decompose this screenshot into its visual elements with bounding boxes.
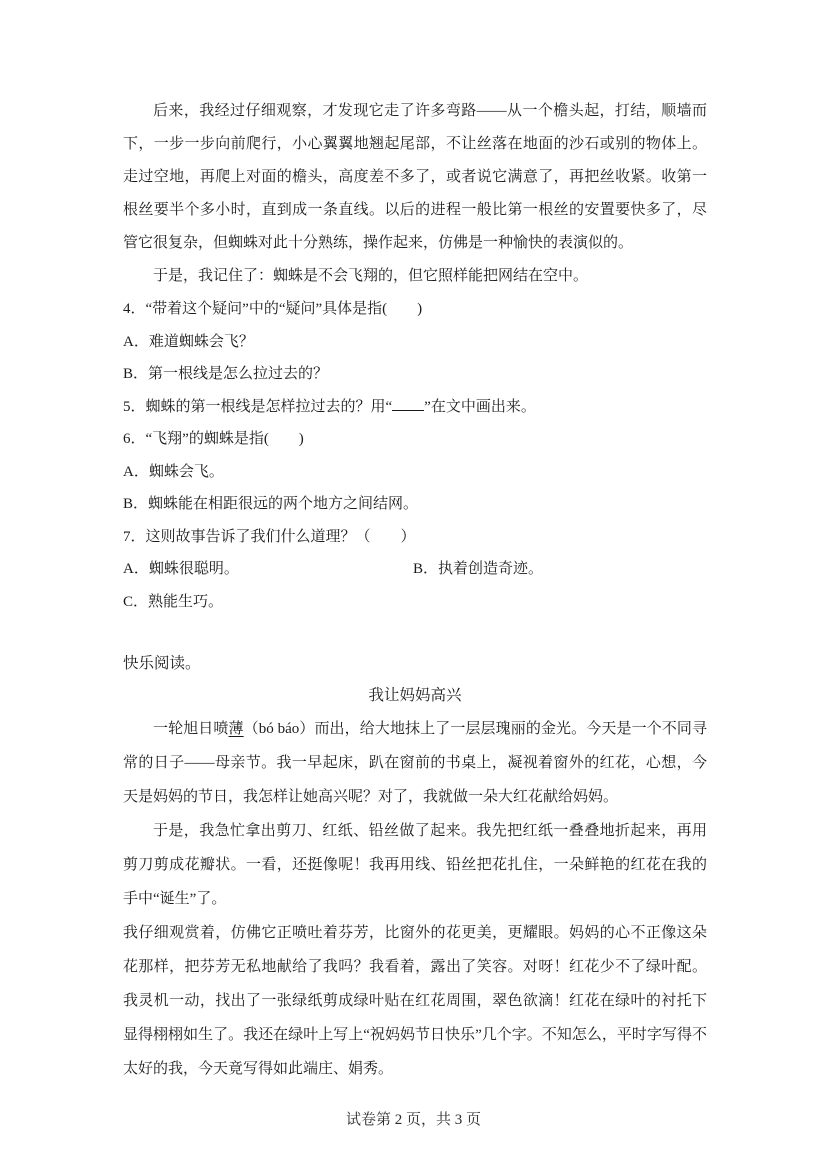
question-5-stem: [123, 391, 707, 424]
question-5-text-post: ”在文中画出来。: [424, 398, 536, 415]
reading-paragraph-1-post: （bó báo）而出，给大地抹上了一层层瑰丽的金光。今天是一个不同寻常的日子——母亲节。我一早起床，趴在窗前的书桌上，凝视着窗外的红花，心想，今天是妈妈的节日，我怎样让她高兴呢？对了，我就做一朵大红花献给妈妈。: [123, 721, 707, 805]
question-6-option-a: A．蜘蛛会飞。: [123, 463, 224, 480]
question-7-option-c: C．熟能生巧。: [123, 593, 224, 610]
spider-passage-paragraph-2: 于是，我记住了：蜘蛛是不会飞翔的，但它照样能把网结在空中。: [153, 268, 589, 284]
question-6-stem: 6．“飞翔”的蜘蛛是指( ): [123, 431, 304, 447]
page-footer: 试卷第 2 页，共 3 页: [345, 1112, 481, 1128]
question-7-option-b: B．执着创造奇迹。: [413, 561, 544, 577]
question-7-stem: 7．这则故事告诉了我们什么道理？（ ）: [123, 528, 416, 545]
question-4-option-a: A．难道蜘蛛会飞？: [123, 333, 254, 350]
question-4-stem: 4．“带着这个疑问”中的“疑问”具体是指( ): [123, 301, 423, 317]
reading-passage-title: 我让妈妈高兴: [368, 687, 462, 704]
question-6-option-b: B．蜘蛛能在相距很远的两个地方之间结网。: [123, 496, 419, 512]
question-5-text-pre: 5．蜘蛛的第一根线是怎样拉过去的？用“: [123, 398, 393, 415]
reading-paragraph-3: 我仔细观赏着，仿佛它正喷吐着芬芳，比窗外的花更美，更耀眼。妈妈的心不正像这朵花那样，把芬芳无私地献给了我吗？我看着，露出了笑容。对呀！红花少不了绿叶配。我灵机一动，找出了一张绿纸剪成绿叶贴在红花周围，翠色欲滴！红花在绿叶的衬托下显得栩栩如生了。我还在绿叶上写上“祝妈妈节日快乐”几个字。不知怎么，平时字写得不太好的我，今天竟写得如此端庄、娟秀。: [123, 925, 707, 1077]
question-block: [123, 293, 707, 618]
reading-paragraph-2: 于是，我急忙拿出剪刀、红纸、铅丝做了起来。我先把红纸一叠叠地折起来，再用剪刀剪成花瓣状。一看，还挺像呢！我再用线、铅丝把花扎住，一朵鲜艳的红花在我的手中“诞生”了。: [123, 823, 707, 907]
question-7-options-row: [123, 553, 707, 586]
spider-passage-paragraph-1: 后来，我经过仔细观察，才发现它走了许多弯路——从一个檐头起，打结，顺墙而下，一步一步向前爬行，小心翼翼地翘起尾部，不让丝落在地面的沙石或别的物体上。走过空地，再爬上对面的檐头，高度差不多了，或者说它满意了，再把丝收紧。收第一根丝要半个多小时，直到成一条直线。以后的进程一般比第一根丝的安置要快多了，尽管它很复杂，但蜘蛛对此十分熟练，操作起来，仿佛是一种愉快的表演似的。: [123, 103, 707, 251]
question-7-option-a: A．蜘蛛很聪明。: [123, 561, 239, 577]
page-content: [123, 95, 707, 1086]
happy-reading-section: [123, 648, 707, 1086]
spider-passage: [123, 95, 707, 293]
reading-paragraph-1: [123, 712, 707, 814]
reading-paragraph-1-underlined-char: 薄: [228, 721, 244, 737]
question-5-blank-line: [392, 397, 424, 411]
question-4-option-b: B．第一根线是怎么拉过去的？: [123, 366, 329, 382]
happy-reading-label: 快乐阅读。: [123, 655, 201, 672]
reading-paragraph-1-pre: 一轮旭日喷: [153, 721, 229, 737]
